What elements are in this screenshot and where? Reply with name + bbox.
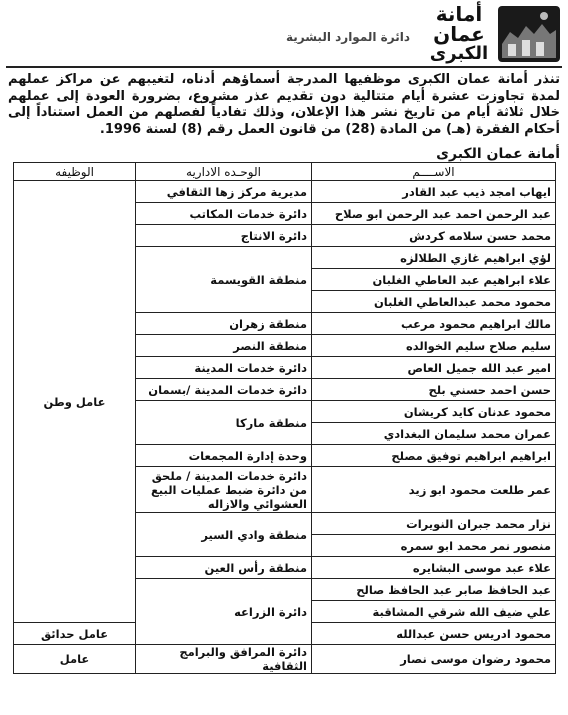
- amman-logo-icon: [496, 4, 562, 64]
- notice-signature: أمانة عمان الكبرى: [436, 146, 560, 162]
- admin-unit: دائرة الانتاج: [136, 225, 312, 247]
- employee-name: عبد الرحمن احمد عبد الرحمن ابو صلاح: [312, 203, 556, 225]
- header-divider: [6, 66, 562, 68]
- logo-line-1: أمانة: [435, 2, 483, 26]
- admin-unit: منطقة النصر: [136, 335, 312, 357]
- header-unit: الوحـده الاداريه: [136, 163, 312, 181]
- logo-wordmark: [424, 4, 494, 64]
- admin-unit: منطقة وادي السير: [136, 513, 312, 557]
- employee-name: علي ضيف الله شرقي المشاقبة: [312, 601, 556, 623]
- header-job: الوظيفه: [14, 163, 136, 181]
- employee-name: علاء عبد موسى البشايره: [312, 557, 556, 579]
- employee-name: محمود عدنان كايد كريشان: [312, 401, 556, 423]
- employee-name: نزار محمد جبران النويرات: [312, 513, 556, 535]
- employee-name: علاء ابراهيم عبد العاطي الغلبان: [312, 269, 556, 291]
- employees-table-wrapper: [14, 162, 556, 674]
- admin-unit: مديرية مركز زها الثقافي: [136, 181, 312, 203]
- admin-unit: منطقة القويسمة: [136, 247, 312, 313]
- job-title: عامل وطن: [14, 181, 136, 623]
- admin-unit: وحدة إدارة المجمعات: [136, 445, 312, 467]
- department-name: دائرة الموارد البشرية: [285, 30, 410, 44]
- employee-name: ايهاب امجد ذيب عبد القادر: [312, 181, 556, 203]
- header-name: الاســــم: [312, 163, 556, 181]
- page-header: [0, 0, 568, 70]
- notice-body: تنذر أمانة عمان الكبرى موظفيها المدرجة أسماؤهم أدناه، لتغيبهم عن مراكز عملهم لمدة تجاوزت عشرة أيام متتالية دون تقديم عذر مشروع، بضرورة العودة إلى عملهم خلال ثلاثة أيام من تاريخ نشر هذا الإعلان، وذلك تفادياً لفصلهم من العمل استناداً إلى أحكام الفقرة (هـ) من المادة (28) من قانون العمل رقم (8) لسنة 1996.: [8, 72, 560, 137]
- employee-name: لؤي ابراهيم غازي الطلالزه: [312, 247, 556, 269]
- employee-name: محمود رضوان موسى نصار: [312, 645, 556, 674]
- employee-name: عبد الحافظ صابر عبد الحافظ صالح: [312, 579, 556, 601]
- admin-unit: دائرة خدمات المكاتب: [136, 203, 312, 225]
- employee-name: حسن احمد حسني بلح: [312, 379, 556, 401]
- employee-name: محمود محمد عبدالعاطي الغلبان: [312, 291, 556, 313]
- admin-unit: منطقة ماركا: [136, 401, 312, 445]
- admin-unit: منطقة رأس العين: [136, 557, 312, 579]
- admin-unit: منطقة زهران: [136, 313, 312, 335]
- admin-unit: دائرة خدمات المدينة /بسمان: [136, 379, 312, 401]
- admin-unit: دائرة خدمات المدينة / ملحق من دائرة ضبط عمليات البيع العشوائي والازاله: [136, 467, 312, 513]
- table-row: [14, 645, 556, 674]
- employee-name: محمود ادريس حسن عبدالله: [312, 623, 556, 645]
- table-row: [14, 181, 556, 203]
- employee-name: عمر طلعت محمود ابو زيد: [312, 467, 556, 513]
- employee-name: امير عبد الله جميل العاص: [312, 357, 556, 379]
- admin-unit: دائرة خدمات المدينة: [136, 357, 312, 379]
- employee-name: منصور نمر محمد ابو سمره: [312, 535, 556, 557]
- admin-unit: دائرة الزراعه: [136, 579, 312, 645]
- employee-name: سليم صلاح سليم الخوالده: [312, 335, 556, 357]
- employees-table: [13, 162, 556, 674]
- logo-line-2: عمان: [433, 22, 485, 46]
- logo-line-3: الكبرى: [429, 43, 489, 64]
- job-title: عامل حدائق: [14, 623, 136, 645]
- admin-unit: دائرة المرافق والبرامج الثقافية: [136, 645, 312, 674]
- employee-name: محمد حسن سلامه كردش: [312, 225, 556, 247]
- job-title: عامل: [14, 645, 136, 674]
- table-header-row: [14, 163, 556, 181]
- employee-name: عمران محمد سليمان البغدادي: [312, 423, 556, 445]
- employee-name: ابراهيم ابراهيم توفيق مصلح: [312, 445, 556, 467]
- employee-name: مالك ابراهيم محمود مرعب: [312, 313, 556, 335]
